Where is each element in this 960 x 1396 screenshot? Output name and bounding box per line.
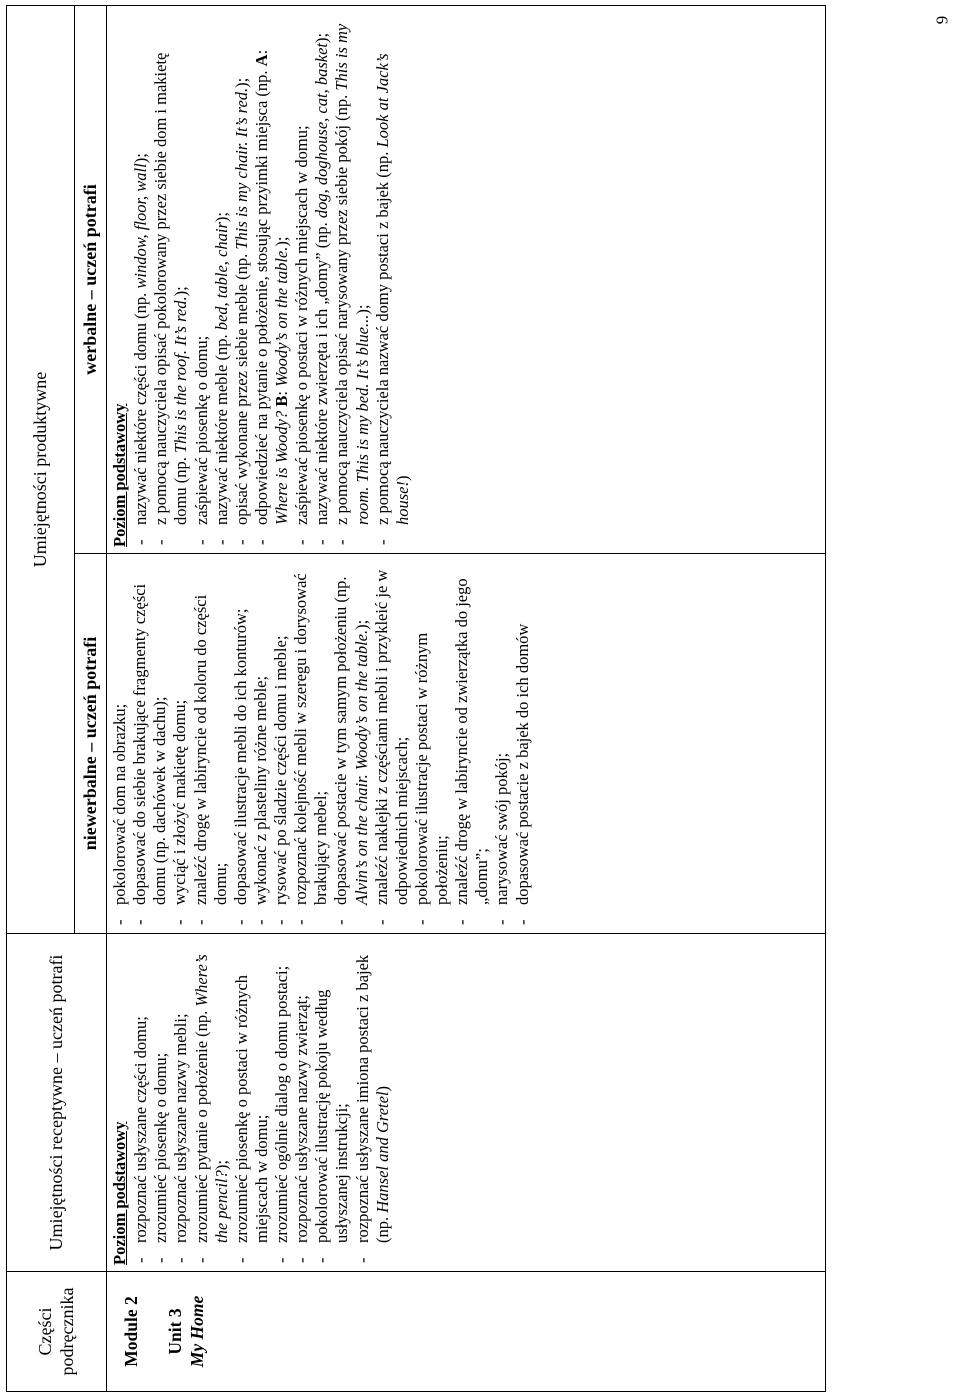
list-item-text: znaleźć drogę w labiryncie od koloru do części domu; <box>190 594 230 905</box>
header-verbal: werbalne – uczeń potrafi <box>75 6 107 554</box>
list-item-text: pokolorować dom na obrazku; <box>110 703 129 905</box>
list-item <box>353 940 393 1265</box>
list-item-text: znaleźć drogę w labiryncie od zwierzątka do jego „domu”; <box>452 578 492 905</box>
list-item <box>271 560 291 927</box>
list-item-text: zrozumieć piosenkę o domu; <box>151 1052 171 1243</box>
list-item-text: z pomocą nauczyciela opisać narysowany przez siebie pokój (np. <box>332 90 352 525</box>
list-item-text: rozpoznać usłyszane nazwy mebli; <box>171 1013 191 1243</box>
list-item-text: : <box>251 49 271 55</box>
list-item-text: window, floor, wall <box>131 163 151 289</box>
list-item-text: This is my chair. It’s red. <box>231 87 251 250</box>
list-item-text: This is my room. This is my bed. It’s blue... <box>332 23 372 525</box>
list-item-text: zrozumieć pytanie o położenie (np. <box>191 1006 211 1243</box>
list-item-text: ); <box>131 153 151 164</box>
list-item-text: ); <box>211 1160 231 1171</box>
module-label: Module 2 <box>121 1296 141 1367</box>
list-item-text: Woody’s on the table. <box>272 246 291 387</box>
list-item-text: pokolorować ilustracje postaci w różnym położeniu; <box>411 632 451 905</box>
list-item <box>151 940 171 1265</box>
list-item-text: rozpoznać usłyszane imiona postaci z bajek (np. <box>352 954 392 1243</box>
list-item-text: B <box>272 395 291 407</box>
list-item-text: rozpoznać kolejność mebli w szeregu i dorysować brakujący mebel; <box>291 573 331 905</box>
list-item-text: zrozumieć piosenkę o postaci w różnych miejscach w domu; <box>231 974 271 1243</box>
list-item-text: : <box>272 386 291 396</box>
list-item-text: dopasować ilustracje mebli do ich konturów; <box>230 608 250 905</box>
list-item-text: nazywać niektóre meble (np. <box>211 330 231 525</box>
nonverbal-list <box>110 560 533 927</box>
list-item-text: ); <box>211 212 231 223</box>
list-item-text: znaleźć naklejki z częściami mebli i przykleić je w odpowiednich miejscach; <box>371 569 411 905</box>
list-item-text: bed, table, chair <box>211 222 231 331</box>
list-item-text: z pomocą nauczyciela opisać pokolorowany przez siebie dom i makietę domu (np. <box>151 52 191 525</box>
header-nonverbal: niewerbalne – uczeń potrafi <box>75 554 107 934</box>
unit-title: My Home <box>186 1295 207 1368</box>
list-item <box>312 940 352 1265</box>
list-item-text: rozpoznać usłyszane części domu; <box>131 1016 151 1243</box>
list-item <box>513 560 533 927</box>
header-productive: Umiejętności produktywne <box>7 6 75 934</box>
list-item <box>130 560 170 927</box>
list-item <box>492 560 512 927</box>
list-item-text: narysować swój pokój; <box>492 752 512 905</box>
list-item-text: dopasować postacie z bajek do ich domów <box>512 623 532 905</box>
list-item-text <box>272 407 291 411</box>
list-item-text: ); <box>272 236 291 247</box>
list-item-text: pokolorować ilustrację pokoju według usłyszanej instrukcji; <box>312 989 352 1243</box>
list-item-text: rysować po śladzie części domu i meble; <box>271 635 290 905</box>
list-item <box>332 12 372 547</box>
list-item-text: Alvin’s on the chair. Woody’s on the table. <box>351 629 371 905</box>
list-item <box>131 12 151 547</box>
list-item <box>192 940 232 1265</box>
list-item <box>232 940 272 1265</box>
list-item-text: odpowiedzieć na pytanie o położenie, stosując przyimki miejsca (np. <box>251 66 271 525</box>
verbal-list <box>131 12 413 547</box>
list-item <box>412 560 452 927</box>
list-item-text: Where is Woody? <box>272 410 291 525</box>
module-cell <box>107 1272 826 1392</box>
list-item <box>191 560 231 927</box>
list-item-text: Where’s the pencil? <box>191 954 231 1243</box>
list-item <box>331 560 371 927</box>
list-item <box>131 940 151 1265</box>
list-item <box>373 12 413 547</box>
page-number: 9 <box>931 15 951 25</box>
list-item <box>110 560 130 927</box>
list-item-text: zrozumieć ogólnie dialog o domu postaci; <box>272 965 291 1243</box>
list-item <box>171 940 191 1265</box>
list-item-text: ) <box>392 475 412 481</box>
nonverbal-cell <box>107 554 826 934</box>
list-item-text: dog, doghouse, cat, basket <box>312 43 332 219</box>
list-item <box>212 12 232 547</box>
list-item-text: z pomocą nauczyciela nazwać domy postaci z bajek (np. <box>372 147 392 525</box>
list-item-text: wyciąć i złożyć makietę domu; <box>170 699 190 905</box>
list-item-text: zaśpiewać piosenkę o domu; <box>191 335 211 525</box>
receptive-level: Poziom podstawowy <box>110 1121 129 1265</box>
list-item-text: wykonać z plasteliny różne meble; <box>250 675 270 905</box>
unit-label: Unit 3 <box>164 1308 185 1355</box>
header-receptive: Umiejętności receptywne – uczeń potrafi <box>7 934 107 1272</box>
list-item-text: ); <box>312 32 332 43</box>
list-item <box>292 940 312 1265</box>
list-item-text: zaśpiewać piosenkę o postaci w różnych miejscach w domu; <box>292 125 312 525</box>
list-item <box>232 12 252 547</box>
list-item-text: ); <box>231 77 251 88</box>
receptive-cell <box>107 934 826 1272</box>
list-item-text: dopasować do siebie brakujące fragmenty części domu (np. dachówek w dachu); <box>130 583 170 905</box>
list-item-text: opisać wykonane przez siebie meble (np. <box>231 249 251 525</box>
list-item-text: ); <box>171 286 191 297</box>
list-item-text: ); <box>351 619 371 630</box>
list-item <box>252 12 292 547</box>
list-item-text: nazywać niektóre części domu (np. <box>131 288 151 525</box>
list-item <box>291 560 331 927</box>
curriculum-table <box>6 5 826 1392</box>
receptive-list <box>131 940 393 1265</box>
list-item <box>251 560 271 927</box>
list-item-text: nazywać niektóre zwierzęta i ich „domy” (np. <box>312 218 332 525</box>
list-item <box>272 940 292 1265</box>
list-item-text: This is the roof. It’s red. <box>171 296 191 454</box>
verbal-level: Poziom podstawowy <box>110 403 129 547</box>
list-item <box>151 12 191 547</box>
verbal-cell <box>107 6 826 554</box>
list-item <box>192 12 212 547</box>
list-item <box>231 560 251 927</box>
list-item-text: A <box>251 54 271 67</box>
list-item-text: dopasować postacie w tym samym położeniu (np. <box>331 576 351 905</box>
list-item <box>452 560 492 927</box>
list-item-text: ); <box>352 304 372 315</box>
list-item <box>312 12 332 547</box>
list-item-text: ) <box>372 1085 392 1092</box>
list-item <box>292 12 312 547</box>
list-item-text: Hansel and Gretel <box>372 1091 392 1213</box>
header-parts: Części podręcznika <box>7 1272 107 1392</box>
list-item <box>170 560 190 927</box>
list-item <box>372 560 412 927</box>
list-item-text: Look at Jack’s house! <box>372 53 412 525</box>
list-item-text: rozpoznać usłyszane nazwy zwierząt; <box>292 995 312 1243</box>
